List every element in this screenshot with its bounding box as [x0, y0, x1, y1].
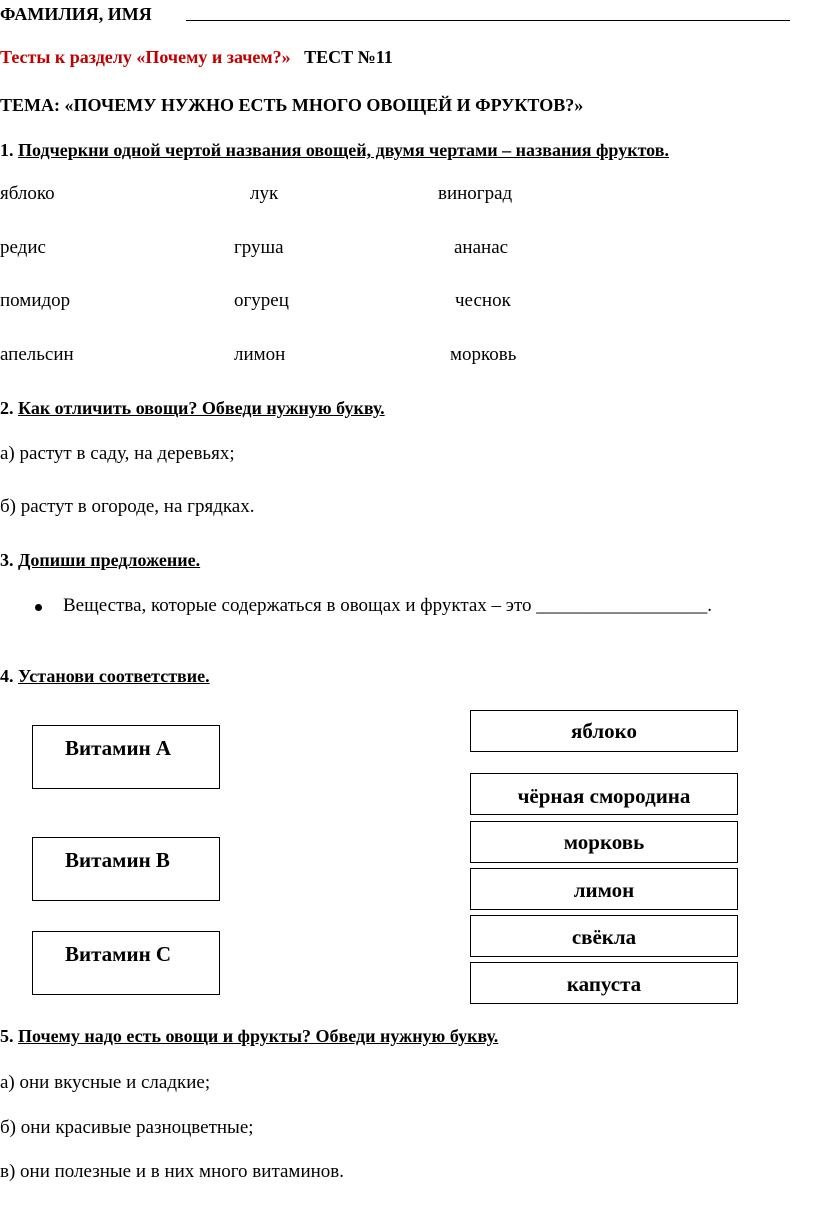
name-label: ФАМИЛИЯ, ИМЯ — [0, 4, 152, 24]
question-number: 4. — [0, 666, 14, 686]
question-number: 5. — [0, 1026, 14, 1046]
word-cell[interactable]: чеснок — [455, 290, 511, 311]
food-label: чёрная смородина — [517, 784, 691, 808]
question-2-heading — [0, 398, 385, 419]
word-cell[interactable]: виноград — [438, 183, 513, 204]
food-label: свёкла — [571, 925, 637, 949]
word-cell[interactable]: морковь — [450, 344, 517, 365]
food-label: яблоко — [571, 719, 637, 743]
food-box[interactable] — [470, 710, 738, 752]
food-label: лимон — [573, 878, 635, 902]
word-cell[interactable]: редис — [0, 237, 46, 258]
theme-title: ТЕМА: «ПОЧЕМУ НУЖНО ЕСТЬ МНОГО ОВОЩЕЙ И ФРУКТОВ?» — [0, 95, 584, 115]
section-title: Тесты к разделу «Почему и зачем?» — [0, 47, 291, 67]
question-text: Подчеркни одной чертой названия овощей, двумя чертами – названия фруктов. — [18, 140, 669, 160]
question-4-heading — [0, 666, 210, 687]
word-cell[interactable]: лук — [250, 183, 279, 204]
fill-in-sentence[interactable]: Вещества, которые содержаться в овощах и фруктах – это __________________. — [63, 595, 713, 616]
word-cell[interactable]: огурец — [234, 290, 289, 311]
question-1-heading — [0, 140, 669, 161]
answer-option-c[interactable]: в) они полезные и в них много витаминов. — [0, 1161, 344, 1182]
vitamin-label: Витамин С — [65, 942, 172, 966]
word-cell[interactable]: апельсин — [0, 344, 74, 365]
answer-option-a[interactable]: а) они вкусные и сладкие; — [0, 1072, 211, 1093]
answer-option-b[interactable]: б) они красивые разноцветные; — [0, 1117, 254, 1138]
word-cell[interactable]: ананас — [454, 237, 509, 258]
test-number: ТЕСТ №11 — [304, 47, 393, 67]
bullet-icon — [35, 604, 42, 611]
vitamin-box[interactable] — [32, 725, 220, 789]
food-box[interactable] — [470, 868, 738, 910]
name-blank-line[interactable] — [186, 20, 790, 21]
vitamin-box[interactable] — [32, 837, 220, 901]
question-number: 3. — [0, 550, 14, 570]
word-cell[interactable]: помидор — [0, 290, 71, 311]
vitamin-box[interactable] — [32, 931, 220, 995]
word-cell[interactable]: груша — [234, 237, 284, 258]
food-label: капуста — [566, 972, 642, 996]
question-5-heading — [0, 1026, 498, 1047]
question-text: Как отличить овощи? Обведи нужную букву. — [18, 398, 385, 418]
question-text: Почему надо есть овощи и фрукты? Обведи нужную букву. — [18, 1026, 499, 1046]
vitamin-label: Витамин В — [65, 848, 170, 872]
food-box[interactable] — [470, 773, 738, 815]
food-box[interactable] — [470, 915, 738, 957]
word-cell[interactable]: лимон — [234, 344, 286, 365]
section-header — [0, 47, 393, 68]
question-3-heading — [0, 550, 200, 571]
word-cell[interactable]: яблоко — [0, 183, 55, 204]
question-number: 2. — [0, 398, 14, 418]
food-box[interactable] — [470, 962, 738, 1004]
food-label: морковь — [563, 830, 645, 854]
question-text: Установи соответствие. — [18, 666, 210, 686]
question-number: 1. — [0, 140, 14, 160]
food-box[interactable] — [470, 821, 738, 863]
answer-option-a[interactable]: а) растут в саду, на деревьях; — [0, 443, 235, 464]
answer-option-b[interactable]: б) растут в огороде, на грядках. — [0, 496, 255, 517]
question-text: Допиши предложение. — [18, 550, 201, 570]
vitamin-label: Витамин А — [65, 736, 172, 760]
